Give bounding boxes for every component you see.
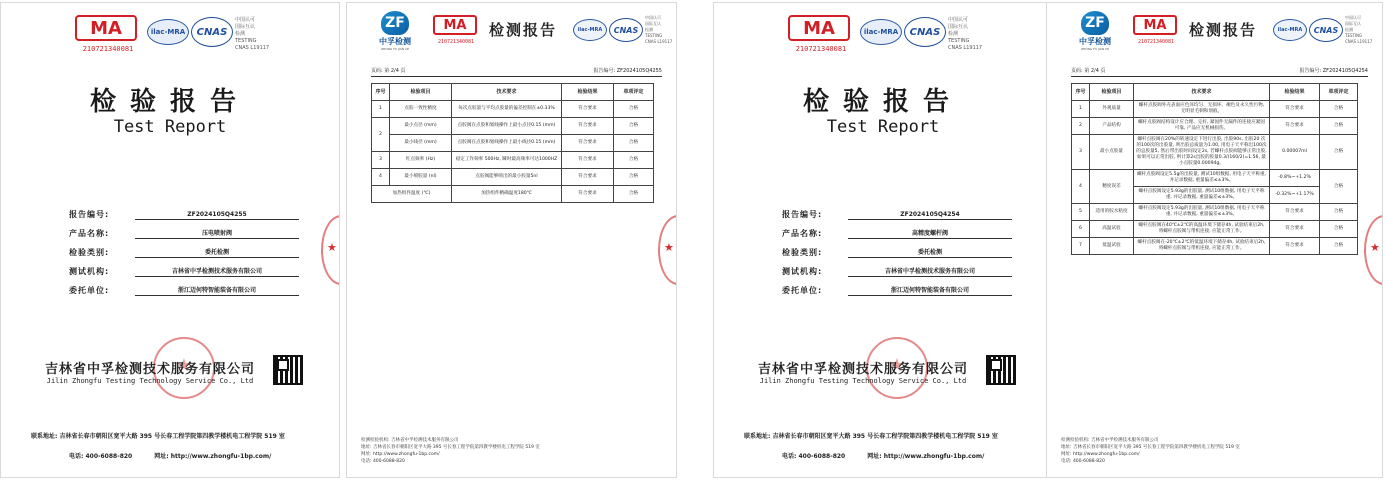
table-cell: 符合要求: [562, 118, 614, 135]
ilac-mra-logo-icon: ilac-MRA: [860, 19, 902, 45]
field-label: 产品名称:: [69, 229, 110, 238]
report-title: 检测报告: [1189, 21, 1258, 39]
brand-en: ZHONG FU JIAN CE: [1080, 47, 1110, 51]
field-label: 委托单位:: [782, 286, 823, 295]
field-value: 浙江迈何特智能装备有限公司: [135, 285, 299, 296]
cnas-text-line: 检测: [645, 27, 653, 32]
field-value: 吉林省中孚检测技术服务有限公司: [135, 266, 299, 277]
cnas-text-line: TESTING: [1345, 33, 1363, 38]
ma-number: 210721340081: [437, 39, 475, 45]
table-cell: 符合要求: [562, 135, 614, 152]
cnas-text: [235, 17, 295, 52]
table-cell: 符合要求: [1270, 221, 1320, 238]
table-cell: 适用的胶水粘度: [1090, 204, 1134, 221]
ma-number: 210721340081: [1137, 39, 1175, 45]
table-cell: 符合要求: [562, 186, 614, 203]
cnas-text-line: CNAS L19117: [1345, 39, 1373, 44]
table-cell: 稳定工作频率 500Hz, 瞬时最高频率可达1000HZ: [452, 152, 562, 169]
cnas-text: [1345, 15, 1383, 45]
cnas-text: [948, 17, 1008, 52]
cover-fields: [69, 201, 299, 296]
table-cell: 合格: [614, 186, 654, 203]
report-footer: [1061, 437, 1374, 465]
contact-address: 联系地址: 吉林省长春市朝阳区宽平大路 395 号长春工程学院第四教学楼机电工程学院 519 室: [31, 433, 285, 440]
column-header: 技术要求: [452, 84, 562, 101]
cover-fields: [782, 201, 1012, 296]
table-cell: 符合要求: [1270, 238, 1320, 255]
table-cell: 合格: [614, 152, 654, 169]
ma-number: 210721340081: [795, 45, 847, 53]
org-name-cn: 吉林省中孚检测技术服务有限公司: [44, 362, 255, 377]
footer-line: 网址: http://www.zhongfu-1bp.com/: [361, 452, 440, 457]
column-header: 序号: [1072, 84, 1090, 101]
ilac-mra-logo-icon: ilac-MRA: [573, 19, 607, 41]
cnas-text-line: 检测: [235, 31, 246, 37]
table-row: [372, 101, 654, 118]
cover-title-cn: 检验报告: [802, 87, 963, 117]
table-header-row: [372, 84, 654, 101]
ma-logo-icon: MA: [433, 15, 477, 35]
cert-logos: [788, 15, 1008, 55]
table-cell: 最小线径 (mm): [390, 135, 452, 152]
footer-line: 检测检验机构: 吉林省中孚检测技术服务有限公司: [1061, 438, 1159, 443]
field-value: ZF2024105Q4254: [848, 211, 1012, 220]
brand-cn: 中孚检测: [1079, 37, 1111, 46]
cnas-text-line: 检测: [1345, 27, 1353, 32]
cnas-text: [645, 15, 677, 45]
cover-title-en: Test Report: [113, 117, 227, 137]
org-name-en: Jilin Zhongfu Testing Technology Service Co., Ltd: [46, 377, 254, 385]
field-agency: [69, 258, 299, 277]
field-client: [782, 277, 1012, 296]
brand-cn: 中孚检测: [379, 37, 411, 46]
contact-phone: 电话: 400-6088-820: [69, 453, 133, 460]
table-cell: 红点频率 (Hz): [390, 152, 452, 169]
table-cell: 3: [372, 152, 390, 169]
report-page-2: [346, 2, 677, 478]
table-cell: 点胶一致性精度: [390, 101, 452, 118]
field-client: [69, 277, 299, 296]
column-header: 单项评定: [614, 84, 654, 101]
field-label: 测试机构:: [782, 267, 823, 276]
field-category: [782, 239, 1012, 258]
table-cell: 合格: [1320, 118, 1358, 135]
table-cell: -0.32%~+1.17%: [1270, 187, 1320, 204]
cover-title-cn: 检验报告: [89, 87, 250, 117]
ma-logo-icon: MA: [788, 15, 850, 41]
table-header-row: [1072, 84, 1358, 101]
edge-seal-icon: [1364, 215, 1383, 285]
cnas-text-line: TESTING: [948, 38, 970, 44]
cnas-text-line: 中国认可: [1345, 15, 1361, 20]
table-cell: 高温试验: [1090, 221, 1134, 238]
table-row: [1072, 118, 1358, 135]
table-cell: 外观质量: [1090, 101, 1134, 118]
table-cell: 符合要求: [1270, 101, 1320, 118]
field-category: [69, 239, 299, 258]
table-cell: 点胶阀在点胶和划线操作上最小点径0.15 (mm): [452, 118, 562, 135]
cnas-text-line: 中国认可: [235, 17, 256, 23]
page-number: 页码: 第 2/4 页: [371, 68, 406, 74]
field-product: [782, 220, 1012, 239]
contact-website: 网址: http://www.zhongfu-1bp.com/: [154, 453, 272, 460]
table-row: [1072, 204, 1358, 221]
table-row: [1072, 238, 1358, 255]
table-row: [1072, 101, 1358, 118]
table-cell: 合格: [1320, 101, 1358, 118]
results-table: [371, 83, 654, 203]
page-info: [1071, 67, 1368, 77]
table-cell: 最小点胶量: [1090, 135, 1134, 170]
table-cell: 加热组件精确温度180℃: [452, 186, 562, 203]
column-header: 检验项目: [390, 84, 452, 101]
table-cell: 低温试验: [1090, 238, 1134, 255]
contact-line: [782, 451, 1006, 460]
table-cell: 点胶阀能够喷出的最小胶量5nl: [452, 169, 562, 186]
table-cell: 产品结构: [1090, 118, 1134, 135]
table-cell: 每次点胶量与平均点胶量的偏差控制在±0.33%: [452, 101, 562, 118]
table-cell: 合格: [1320, 204, 1358, 221]
report-title: 检测报告: [489, 21, 558, 39]
field-label: 检验类别:: [782, 248, 823, 257]
report-page-4: [1046, 2, 1383, 478]
table-row: [1072, 170, 1358, 187]
table-cell: 螺杆点胶阀结构设计应合理、完好, 紧固件无漏件的连接应紧固可靠, 产品应无机械损伤。: [1134, 118, 1270, 135]
table-cell: 合格: [1320, 221, 1358, 238]
ilac-mra-logo-icon: ilac-MRA: [147, 19, 189, 45]
table-row: [372, 135, 654, 152]
table-cell: 点胶阀在点胶和划线操作上最小线径0.15 (mm): [452, 135, 562, 152]
cnas-text-line: 国际互认: [948, 24, 969, 30]
cnas-text-line: TESTING: [645, 33, 663, 38]
table-cell: 加热组件温度 (℃): [372, 186, 452, 203]
cnas-text-line: TESTING: [235, 38, 257, 44]
table-cell: 合格: [614, 169, 654, 186]
org-name-cn: 吉林省中孚检测技术服务有限公司: [757, 362, 968, 377]
zhongfu-logo-icon: [1073, 11, 1117, 55]
footer-line: 电话: 400-6088-820: [1061, 459, 1105, 464]
results-table: [1071, 83, 1358, 255]
table-cell: 螺杆点胶阀在-20℃±2℃的低温环境下储存4h, 试验结束后2h, 将螺杆点胶阀与带机连接, 应能正常工作。: [1134, 238, 1270, 255]
contact-website: 网址: http://www.zhongfu-1bp.com/: [867, 453, 985, 460]
cnas-text-line: 中国认可: [645, 15, 661, 20]
table-cell: 2: [372, 118, 390, 152]
column-header: 检验项目: [1090, 84, 1134, 101]
field-value: 委托检测: [848, 247, 1012, 258]
table-row: [1072, 135, 1358, 170]
cnas-text-line: 国际互认: [645, 21, 661, 26]
table-cell: 4: [1072, 170, 1090, 204]
cnas-text-line: 国际互认: [1345, 21, 1361, 26]
field-value: ZF2024105Q4255: [135, 211, 299, 220]
table-cell: 7: [1072, 238, 1090, 255]
field-report-no: [69, 201, 299, 220]
table-row: [372, 186, 654, 203]
ma-logo-icon: MA: [1133, 15, 1177, 35]
column-header: 单项评定: [1320, 84, 1358, 101]
table-row: [372, 169, 654, 186]
field-value: 吉林省中孚检测技术服务有限公司: [848, 266, 1012, 277]
ma-number: 210721340081: [82, 45, 134, 53]
table-cell: 4: [372, 169, 390, 186]
zf-mark-icon: ZF: [1081, 11, 1109, 35]
cnas-logo-icon: CNAS: [904, 17, 946, 47]
footer-line: 地址: 吉林省长春市朝阳区宽平大路 395 号长春工程学院第四教学楼机电工程学院 519 室: [361, 445, 540, 450]
cnas-text-line: CNAS L19117: [235, 45, 270, 51]
table-row: [372, 152, 654, 169]
field-label: 报告编号:: [69, 210, 110, 219]
table-cell: 螺杆点胶阀在20%的转速设定下进行出胶, 出胶90s, 出胶20 次的100次的出胶量, 则出胶总质量为1.00, 用电子天平称出100次的总胶量5, 然后带出胶时间设定2s, 若螺杆点胶阀能够正常出胶, 如果可以正常出胶, 则计算2s出胶的胶量0.3/(160/2)=1.56, 最小点胶量0.00094g。: [1134, 135, 1270, 170]
field-value: 高精度螺杆阀: [848, 228, 1012, 239]
field-value: 委托检测: [135, 247, 299, 258]
table-row: [1072, 221, 1358, 238]
table-cell: 0.00007ml: [1270, 135, 1320, 170]
field-label: 产品名称:: [782, 229, 823, 238]
column-header: 序号: [372, 84, 390, 101]
table-cell: 符合要求: [562, 169, 614, 186]
field-value: 压电喷射阀: [135, 228, 299, 239]
zf-mark-icon: ZF: [381, 11, 409, 35]
cover-page-1: [0, 2, 340, 478]
report-number: 报告编号: ZF2024105Q4255: [593, 68, 662, 74]
report-header: [1065, 11, 1374, 61]
field-value: 浙江迈何特智能装备有限公司: [848, 285, 1012, 296]
page-number: 页码: 第 2/4 页: [1071, 68, 1106, 74]
contact-phone: 电话: 400-6088-820: [782, 453, 846, 460]
cnas-logo-icon: CNAS: [609, 18, 643, 42]
contact-line: [69, 451, 293, 460]
report-number: 报告编号: ZF2024105Q4254: [1299, 68, 1368, 74]
cover-title-en: Test Report: [826, 117, 940, 137]
table-cell: 螺杆点胶阀设定5.93g的出胶量, 测试10组数据, 用电子天平称重, 并记录数据, 重量偏差≤±3%。: [1134, 187, 1270, 204]
table-cell: 最小喷胶量 (nl): [390, 169, 452, 186]
column-header: 技术要求: [1134, 84, 1270, 101]
cnas-text-line: 国际互认: [235, 24, 256, 30]
footer-line: 地址: 吉林省长春市朝阳区宽平大路 395 号长春工程学院第四教学楼机电工程学院 519 室: [1061, 445, 1240, 450]
table-cell: 螺杆点胶阀外壳表面应色泽均匀、无损坏、褪色及永久性污物, 无明显毛刺和划痕。: [1134, 101, 1270, 118]
table-cell: 1: [1072, 101, 1090, 118]
table-cell: -0.8%~+1.2%: [1270, 170, 1320, 187]
cnas-text-line: 中国认可: [948, 17, 969, 23]
table-cell: 1: [372, 101, 390, 118]
qr-code-icon: [986, 355, 1016, 385]
table-cell: 5: [1072, 204, 1090, 221]
cert-logos: [75, 15, 295, 55]
footer-line: 电话: 400-6088-820: [361, 459, 405, 464]
field-report-no: [782, 201, 1012, 220]
brand-en: ZHONG FU JIAN CE: [380, 47, 410, 51]
table-cell: 合格: [1320, 135, 1358, 170]
report-footer: [361, 437, 668, 465]
table-cell: 合格: [1320, 238, 1358, 255]
contact-address: 联系地址: 吉林省长春市朝阳区宽平大路 395 号长春工程学院第四教学楼机电工程学院 519 室: [744, 433, 998, 440]
table-cell: 螺杆点胶阀设定5.5g的出胶量, 测试10组数据, 用电子天平称重, 并记录数据, 重量偏差≤±3%。: [1134, 170, 1270, 187]
table-cell: 精度误差: [1090, 170, 1134, 204]
table-cell: 符合要求: [562, 101, 614, 118]
footer-line: 检测检验机构: 吉林省中孚检测技术服务有限公司: [361, 438, 459, 443]
edge-seal-icon: [658, 215, 677, 285]
field-label: 检验类别:: [69, 248, 110, 257]
field-label: 测试机构:: [69, 267, 110, 276]
table-cell: 符合要求: [1270, 204, 1320, 221]
cnas-logo-icon: CNAS: [1309, 18, 1343, 42]
column-header: 检验结果: [562, 84, 614, 101]
qr-code-icon: [273, 355, 303, 385]
footer-line: 网址: http://www.zhongfu-1bp.com/: [1061, 452, 1140, 457]
table-cell: 合格: [614, 118, 654, 135]
table-cell: 3: [1072, 135, 1090, 170]
table-cell: 合格: [1320, 170, 1358, 204]
table-row: [372, 118, 654, 135]
cnas-text-line: CNAS L19117: [948, 45, 983, 51]
cnas-text-line: 检测: [948, 31, 959, 37]
edge-seal-icon: [321, 215, 340, 285]
report-header: [365, 11, 673, 61]
table-cell: 螺杆点胶阀设定5.93g的出胶量, 测试10组数据, 用电子天平称重, 并记录数据, 重量偏差≤±3%。: [1134, 204, 1270, 221]
ilac-mra-logo-icon: ilac-MRA: [1273, 19, 1307, 41]
table-cell: 合格: [614, 101, 654, 118]
table-cell: 2: [1072, 118, 1090, 135]
cnas-text-line: CNAS L19117: [645, 39, 673, 44]
field-agency: [782, 258, 1012, 277]
cnas-logo-icon: CNAS: [191, 17, 233, 47]
table-cell: 螺杆点胶阀在40℃±2℃的高温环境下储存4h, 试验结束后2h, 将螺杆点胶阀与带机连接, 应能正常工作。: [1134, 221, 1270, 238]
table-cell: 符合要求: [1270, 118, 1320, 135]
ma-logo-icon: MA: [75, 15, 137, 41]
field-label: 委托单位:: [69, 286, 110, 295]
table-cell: 符合要求: [562, 152, 614, 169]
org-name-en: Jilin Zhongfu Testing Technology Service Co., Ltd: [759, 377, 967, 385]
table-cell: 最小点径 (mm): [390, 118, 452, 135]
table-cell: 合格: [614, 135, 654, 152]
field-label: 报告编号:: [782, 210, 823, 219]
page-info: [371, 67, 662, 77]
table-cell: 6: [1072, 221, 1090, 238]
cover-page-2: [713, 2, 1053, 478]
column-header: 检验结果: [1270, 84, 1320, 101]
zhongfu-logo-icon: [373, 11, 417, 55]
field-product: [69, 220, 299, 239]
